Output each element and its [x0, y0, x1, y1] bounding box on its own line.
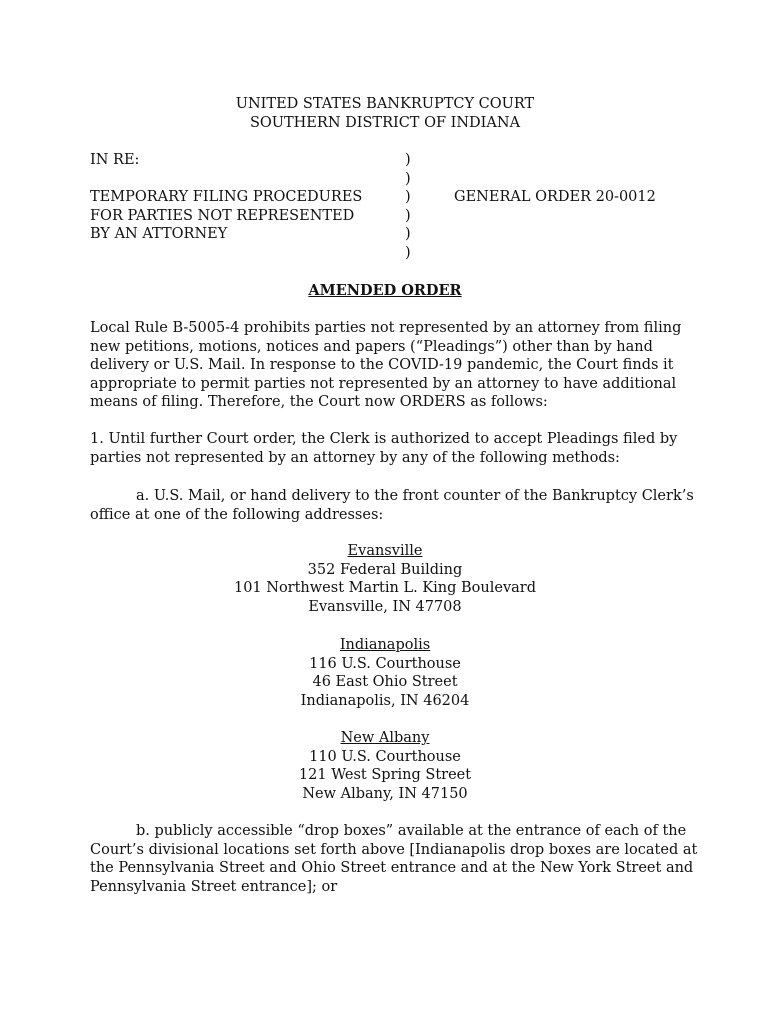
caption-paren: ): [405, 207, 411, 224]
case-caption: [90, 151, 690, 263]
caption-paren: ): [405, 244, 411, 261]
order-title: AMENDED ORDER: [308, 282, 462, 299]
item-b-paragraph: [90, 822, 698, 896]
caption-in-re: IN RE:: [90, 152, 140, 168]
caption-paren: ): [405, 152, 411, 168]
paragraph-line: delivery or U.S. Mail. In response to the COVID-19 pandemic, the Court finds it: [90, 357, 674, 373]
address-line: 116 U.S. Courthouse: [309, 655, 461, 672]
address-city: New Albany: [340, 730, 430, 746]
paragraph-line: parties not represented by an attorney by any of the following methods:: [90, 449, 620, 466]
caption-matter: [90, 151, 362, 244]
paragraph-line: means of filing. Therefore, the Court now ORDERS as follows:: [90, 394, 548, 410]
address-city: Evansville: [347, 543, 423, 559]
paragraph-line: Pennsylvania Street entrance]; or: [90, 878, 338, 895]
paragraph-line: Court’s divisional locations set forth above [Indianapolis drop boxes are located at: [90, 841, 698, 858]
item-a-paragraph: [90, 487, 694, 524]
address-city: Indianapolis: [339, 637, 431, 653]
address-line: 121 West Spring Street: [298, 767, 472, 783]
caption-matter-line: BY AN ATTORNEY: [90, 226, 228, 242]
address-block-new-albany: [0, 729, 770, 803]
address-line: Evansville, IN 47708: [308, 598, 462, 615]
item-1-paragraph: [90, 430, 690, 467]
paragraph-line: Local Rule B-5005-4 prohibits parties not represented by an attorney from filing: [90, 320, 682, 336]
paragraph-line: office at one of the following addresses:: [90, 506, 384, 523]
caption-paren: ): [405, 170, 411, 187]
general-order-number: GENERAL ORDER 20-0012: [454, 189, 656, 205]
address-line: New Albany, IN 47150: [302, 785, 468, 802]
paragraph-line: b. publicly accessible “drop boxes” available at the entrance of each of the: [136, 823, 687, 839]
caption-paren: ): [405, 226, 411, 242]
paragraph-line: a. U.S. Mail, or hand delivery to the front counter of the Bankruptcy Clerk’s: [136, 488, 694, 504]
address-block-evansville: [0, 542, 770, 616]
intro-paragraph: [90, 319, 690, 412]
caption-matter-line: FOR PARTIES NOT REPRESENTED: [90, 207, 355, 224]
address-line: Indianapolis, IN 46204: [300, 692, 470, 709]
court-name: UNITED STATES BANKRUPTCY COURT: [235, 96, 535, 112]
paragraph-line: new petitions, motions, notices and papers (“Pleadings”) other than by hand: [90, 338, 653, 355]
paragraph-line: 1. Until further Court order, the Clerk is authorized to accept Pleadings filed by: [90, 431, 678, 447]
address-line: 110 U.S. Courthouse: [309, 748, 461, 765]
court-heading: [0, 95, 770, 132]
caption-paren: ): [405, 189, 411, 205]
address-line: 46 East Ohio Street: [312, 674, 458, 690]
caption-blank-line: [90, 170, 362, 189]
address-line: 101 Northwest Martin L. King Boulevard: [233, 580, 537, 596]
address-block-indianapolis: [0, 636, 770, 710]
caption-matter-line: TEMPORARY FILING PROCEDURES: [90, 189, 363, 205]
court-district: SOUTHERN DISTRICT OF INDIANA: [249, 114, 521, 131]
caption-parentheses: [405, 151, 411, 262]
paragraph-line: appropriate to permit parties not represented by an attorney to have additional: [90, 375, 677, 392]
address-line: 352 Federal Building: [307, 561, 463, 578]
paragraph-line: the Pennsylvania Street and Ohio Street entrance and at the New York Street and: [90, 860, 694, 876]
